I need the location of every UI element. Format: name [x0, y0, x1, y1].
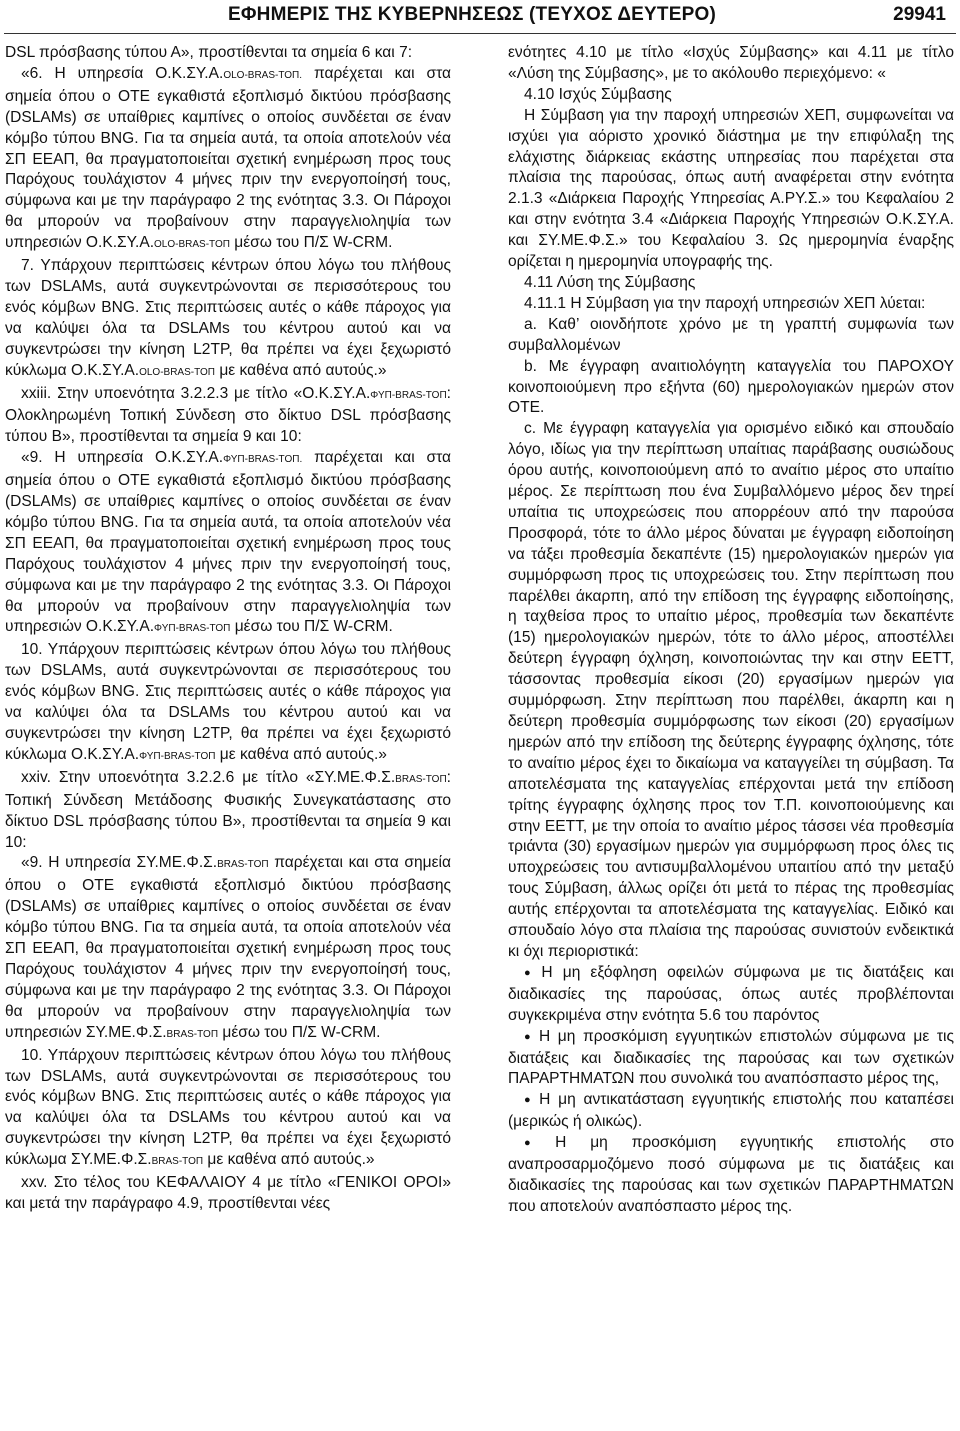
paragraph-text: 10. Υπάρχουν περιπτώσεις κέντρων όπου λόγω του πλήθους των DSLAMs, αυτά συγκεντρώνονται σε περισσότερους του ενός κόμβων BNG. Στις περιπτώσεις αυτές ο κάθε πάροχος για να καλύψει όλα τα DSLAMs του κέντρου αυτού και να συγκεντρώσει την κίνηση L2TP, θα πρέπει να έχει ξεχωριστό κύκλωμα ΣΥ.ΜΕ.Φ.Σ. [5, 1046, 451, 1169]
paragraph-text: c. Με έγγραφη καταγγελία για ορισμένο ειδικό και σπουδαίο λόγο, ιδίως για την περίπτωση υπαίτιας παράβασης ουσιώδους όρου αυτής, κοινοποιούμενη από το αναίτιο μέρος στο υπαίτιο μέρος. Σε περίπτωση που ένα Συμβαλλόμενο μέρος δεν τηρεί υπαίτια τις υποχρεώσεις που απορρέουν από την παρούσα Προσφορά, τότε το άλλο μέρος δύναται με έγγραφη ειδοποίηση να τάξει προθεσμία δεκαπέντε (15) ημερολογιακών ημερών για συμμόρφωση προς τις υποχρεώσεις του. Στην περίπτωση που παρέλθει άκαρπη, από την επίδοση της έγγραφης ειδοποίησης, η ταχθείσα προς το υπαίτιο μέρος, προθεσμία των δεκαπέντε (15) ημερολογιακών ημερών, τότε το άλλο μέρος, αποστέλλει δεύτερη έγγραφη όχληση, κοινοποιώντας την και στην ΕΕΤΤ, τάσσοντας προθεσμία είκοσι (20) εργασίμων ημερών για συμμόρφωση. Στην περίπτωση που παρέλθει, άκαρπη και η δεύτερη προθεσμία συμμόρφωσης των είκοσι (20) εργασίμων ημερών από την επίδοση της δεύτερης έγγραφης όχλησης, τότε το αναίτιο μέρος έχει το δικαίωμα να καταγγείλει τη σύμβαση. Τα αποτελέσματα της καταγγελίας επέρχονται μετά την επίδοση τρίτης έγγραφης όχλησης προς τον Τ.Π. κοινοποιούμενης και στην ΕΕΤΤ, με την οποία το αναίτιο μέρος τάσσει νέα προθεσμία τριάντα (30) εργασίμων ημερών για συμμόρφωση προς όλες τις υποχρεώσεις του αντισυμβαλλομένου υπαιτίου από την μεταξύ τους Σύμβαση, άλλως ορίζει ότι μετά το πέρας της προθεσμίας αυτής επέρχονται τα αποτελέσματα της καταγγελίας. Ειδικό και σπουδαίο λόγο στα πλαίσια της παρούσας συνιστούν ενδεικτικά κι όχι περιοριστικά: [508, 420, 954, 960]
paragraph [5, 1046, 451, 1173]
bullet-paragraph [508, 1090, 954, 1133]
paragraph [5, 384, 451, 449]
subscript-text: OLO-BRAS-ΤΟΠ. [223, 69, 303, 81]
subscript-text: BRAS-ΤΟΠ [166, 1028, 219, 1040]
bullet-icon [524, 1134, 555, 1151]
paragraph [5, 448, 451, 640]
bullet-icon [524, 1028, 539, 1045]
subscript-text: OLO-BRAS-ΤΟΠ [139, 366, 216, 378]
paragraph-text: Η Σύμβαση για την παροχή υπηρεσιών ΧΕΠ, συμφωνείται να ισχύει για αόριστο χρονικό διάστημα με την επιφύλαξη της ελάχιστης διάρκειας εκάστης υπηρεσίας που παρέχεται στα πλαίσια της παρούσας, όπως αυτή αναφέρεται στην ενότητα 2.1.3 «Διάρκεια Παροχής Υπηρεσίας Α.ΡΥ.Σ.» του Κεφαλαίου 2 και στην ενότητα 3.4 «Διάρκεια Παροχής Υπηρεσιών Ο.Κ.ΣΥ.Α. και ΣΥ.ΜΕ.Φ.Σ.» του Κεφαλαίου 3. Ως ημερομηνία έναρξης ορίζεται η ημερομηνία υπογραφής της. [508, 106, 954, 271]
paragraph-text: με καθένα από αυτούς.» [215, 361, 387, 379]
paragraph-text: : Ολοκληρωμένη Τοπική Σύνδεση στο δίκτυο DSL πρόσβασης τύπου Β», προστίθενται τα σημεία 9 και 10: [5, 384, 451, 446]
subscript-text: ΦΥΠ-BRAS-ΤΟΠ [370, 389, 447, 401]
paragraph [508, 419, 954, 963]
paragraph-text: Η μη προσκόμιση εγγυητικών επιστολών σύμφωνα με τις διατάξεις και διαδικασίες της παρούσας και των σχετικών ΠΑΡΑΡΤΗΜΑΤΩΝ που συνολικά του αναπόσπαστο μέρος της, [508, 1027, 954, 1088]
paragraph-text: Η μη αντικατάσταση εγγυητικής επιστολής που καταπέσει (μερικώς ή ολικώς). [508, 1091, 954, 1131]
bullet-paragraph [508, 1133, 954, 1218]
bullet-icon [524, 1091, 539, 1108]
paragraph [5, 256, 451, 383]
paragraph-text: 4.11.1 Η Σύμβαση για την παροχή υπηρεσιών ΧΕΠ λύεται: [524, 294, 926, 312]
paragraph-text: xxiv. Στην υποενότητα 3.2.2.6 με τίτλο «ΣΥ.ΜΕ.Φ.Σ. [21, 768, 396, 786]
paragraph-text: μέσω του Π/Σ W-CRM. [229, 234, 393, 252]
bullet-paragraph [508, 963, 954, 1027]
header-divider [4, 33, 956, 34]
paragraph-text: xxiii. Στην υποενότητα 3.2.2.3 με τίτλο «Ο.Κ.ΣΥ.Α. [21, 384, 371, 402]
subscript-text: OLO-BRAS-ΤΟΠ [154, 239, 230, 251]
paragraph-text: a. Καθ’ οιονδήποτε χρόνο με τη γραπτή συμφωνία των συμβαλλομένων [508, 315, 954, 354]
subscript-text: BRAS-ΤΟΠ [151, 1156, 204, 1168]
paragraph [508, 273, 954, 294]
subscript-text: ΦΥΠ-BRAS-ΤΟΠ. [223, 454, 303, 466]
paragraph-text: Η μη εξόφληση οφειλών σύμφωνα με τις διατάξεις και διαδικασίες της παρούσας, όπως αυτές προβλέπονται συγκεκριμένα στην ενότητα 5.6 του παρόντος [508, 963, 954, 1024]
paragraph-text: ενότητες 4.10 με τίτλο «Ισχύς Σύμβασης» και 4.11 με τίτλο «Λύση της Σύμβασης», με το ακόλουθο περιεχόμενο: « [508, 44, 954, 82]
paragraph-text: παρέχεται και στα σημεία όπου ο ΟΤΕ εγκαθιστά εξοπλισμό δικτύου πρόσβασης (DSLAMs) σε υπαίθριες καμπίνες ο οποίος συνδέεται σε έναν κόμβο τύπου BNG. Για τα σημεία αυτά, τα οποία αποτελούν νέα ΣΠ ΕΕΑΠ, θα πραγματοποιείται σχετική ενημέρωση προς τους Παρόχους τουλάχιστον 4 μήνες πριν την ενεργοποίησή τους, σύμφωνα και με την παράγραφο 2 της ενότητας 3.3. Οι Πάροχοι θα μπορούν να προβαίνουν στην παραγγελιοληψία των υπηρεσιών Ο.Κ.ΣΥ.Α. [5, 64, 451, 252]
paragraph [508, 294, 954, 315]
paragraph [508, 43, 954, 85]
paragraph [508, 357, 954, 420]
bullet-paragraph [508, 1027, 954, 1091]
paragraph-text: παρέχεται και στα σημεία όπου ο ΟΤΕ εγκαθιστά εξοπλισμό δικτύου πρόσβασης (DSLAMs) σε υπαίθριες καμπίνες ο οποίος συνδέεται σε έναν κόμβο τύπου BNG. Για τα σημεία αυτά, τα οποία αποτελούν νέα ΣΠ ΕΕΑΠ, θα πραγματοποιείται σχετική ενημέρωση προς τους Παρόχους τουλάχιστον 4 μήνες πριν την ενεργοποίησή τους, σύμφωνα και με την παράγραφο 2 της ενότητας 3.3. Οι Πάροχοι θα μπορούν να προβαίνουν στην παραγγελιοληψία των υπηρεσιών ΣΥ.ΜΕ.Φ.Σ. [5, 854, 451, 1041]
paragraph-text: μέσω του Π/Σ W-CRM. [218, 1023, 381, 1041]
subscript-text: ΦΥΠ-BRAS-ΤΟΠ [154, 623, 231, 635]
right-column [508, 43, 954, 1218]
paragraph-text: 10. Υπάρχουν περιπτώσεις κέντρων όπου λόγω του πλήθους των DSLAMs, αυτά συγκεντρώνονται σε περισσότερους του ενός κόμβων BNG. Στις περιπτώσεις αυτές ο κάθε πάροχος για να καλύψει όλα τα DSLAMs του κέντρου αυτού και να συγκεντρώσει την κίνηση L2TP, θα πρέπει να έχει ξεχωριστό κύκλωμα Ο.Κ.ΣΥ.Α. [5, 641, 451, 763]
paragraph-text: 7. Υπάρχουν περιπτώσεις κέντρων όπου λόγω του πλήθους των DSLAMs, αυτά συγκεντρώνονται σε περισσότερους του ενός κόμβων BNG. Στις περιπτώσεις αυτές ο κάθε πάροχος για να καλύψει όλα τα DSLAMs του κέντρου αυτού και να συγκεντρώσει την κίνηση L2TP, θα πρέπει να έχει ξεχωριστό κύκλωμα Ο.Κ.ΣΥ.Α. [5, 257, 451, 379]
paragraph-text: xxv. Στο τέλος του ΚΕΦΑΛΑΙΟΥ 4 με τίτλο «ΓΕΝΙΚΟΙ ΟΡΟΙ» και μετά την παράγραφο 4.9, προστίθενται νέες [5, 1174, 451, 1212]
paragraph-text: 4.10 Ισχύς Σύμβασης [524, 85, 672, 103]
paragraph [508, 315, 954, 357]
paragraph-text: με καθένα από αυτούς.» [215, 745, 387, 763]
paragraph [5, 43, 451, 64]
paragraph-text: Η μη προσκόμιση εγγυητικής επιστολής στο αναπροσαρμοζόμενο ποσό σύμφωνα με τις διατάξεις και διαδικασίες της παρούσας και των σχετικών ΠΑΡΑΡΤΗΜΑΤΩΝ που αποτελούν αναπόσπαστο μέρος της. [508, 1134, 954, 1215]
paragraph-text: DSL πρόσβασης τύπου Α», προστίθενται τα σημεία 6 και 7: [5, 44, 413, 61]
paragraph-text: : Τοπική Σύνδεση Μετάδοσης Φυσικής Συνεγκατάστασης στο δίκτυο DSL πρόσβασης τύπου Β», προστίθενται τα σημεία 9 και 10: [5, 768, 451, 851]
paragraph [508, 106, 954, 273]
paragraph [5, 640, 451, 767]
paragraph-text: «9. Η υπηρεσία ΣΥ.ΜΕ.Φ.Σ. [21, 854, 218, 872]
paragraph-text: με καθένα από αυτούς.» [203, 1151, 375, 1169]
gazette-title: ΕΦΗΜΕΡΙΣ ΤΗΣ ΚΥΒΕΡΝΗΣΕΩΣ (ΤΕΥΧΟΣ ΔΕΥΤΕΡΟ) [228, 4, 716, 25]
paragraph-text: μέσω του Π/Σ W-CRM. [230, 618, 393, 636]
paragraph-text: «6. Η υπηρεσία Ο.Κ.ΣΥ.Α. [21, 64, 224, 82]
bullet-icon [524, 964, 541, 981]
page-header [0, 0, 960, 36]
subscript-text: BRAS-ΤΟΠ [217, 859, 269, 871]
paragraph-text: παρέχεται και στα σημεία όπου ο ΟΤΕ εγκαθιστά εξοπλισμό δικτύου πρόσβασης (DSLAMs) σε υπαίθριες καμπίνες ο οποίος συνδέεται σε έναν κόμβο τύπου BNG. Για τα σημεία αυτά, τα οποία αποτελούν νέα ΣΠ ΕΕΑΠ, θα πραγματοποιείται σχετική ενημέρωση προς τους Παρόχους τουλάχιστον 4 μήνες πριν την ενεργοποίησή τους, σύμφωνα και με την παράγραφο 2 της ενότητας 3.3. Οι Πάροχοι θα μπορούν να προβαίνουν στην παραγγελιοληψία των υπηρεσιών Ο.Κ.ΣΥ.Α. [5, 449, 451, 636]
subscript-text: ΦΥΠ-BRAS-ΤΟΠ [139, 750, 216, 762]
paragraph-text: 4.11 Λύση της Σύμβασης [524, 273, 696, 291]
paragraph [508, 85, 954, 106]
subscript-text: BRAS-ΤΟΠ [395, 773, 447, 785]
page-number: 29941 [893, 4, 946, 25]
paragraph-text: b. Με έγγραφη αναιτιολόγητη καταγγελία του ΠΑΡΟΧΟΥ κοινοποιούμενη προ εξήντα (60) ημερολογιακών ημερών στον ΟΤΕ. [508, 357, 954, 417]
paragraph [5, 1173, 451, 1215]
paragraph [5, 768, 451, 854]
paragraph [5, 853, 451, 1045]
paragraph [5, 64, 451, 256]
paragraph-text: «9. Η υπηρεσία Ο.Κ.ΣΥ.Α. [21, 449, 224, 467]
left-column [5, 43, 451, 1215]
